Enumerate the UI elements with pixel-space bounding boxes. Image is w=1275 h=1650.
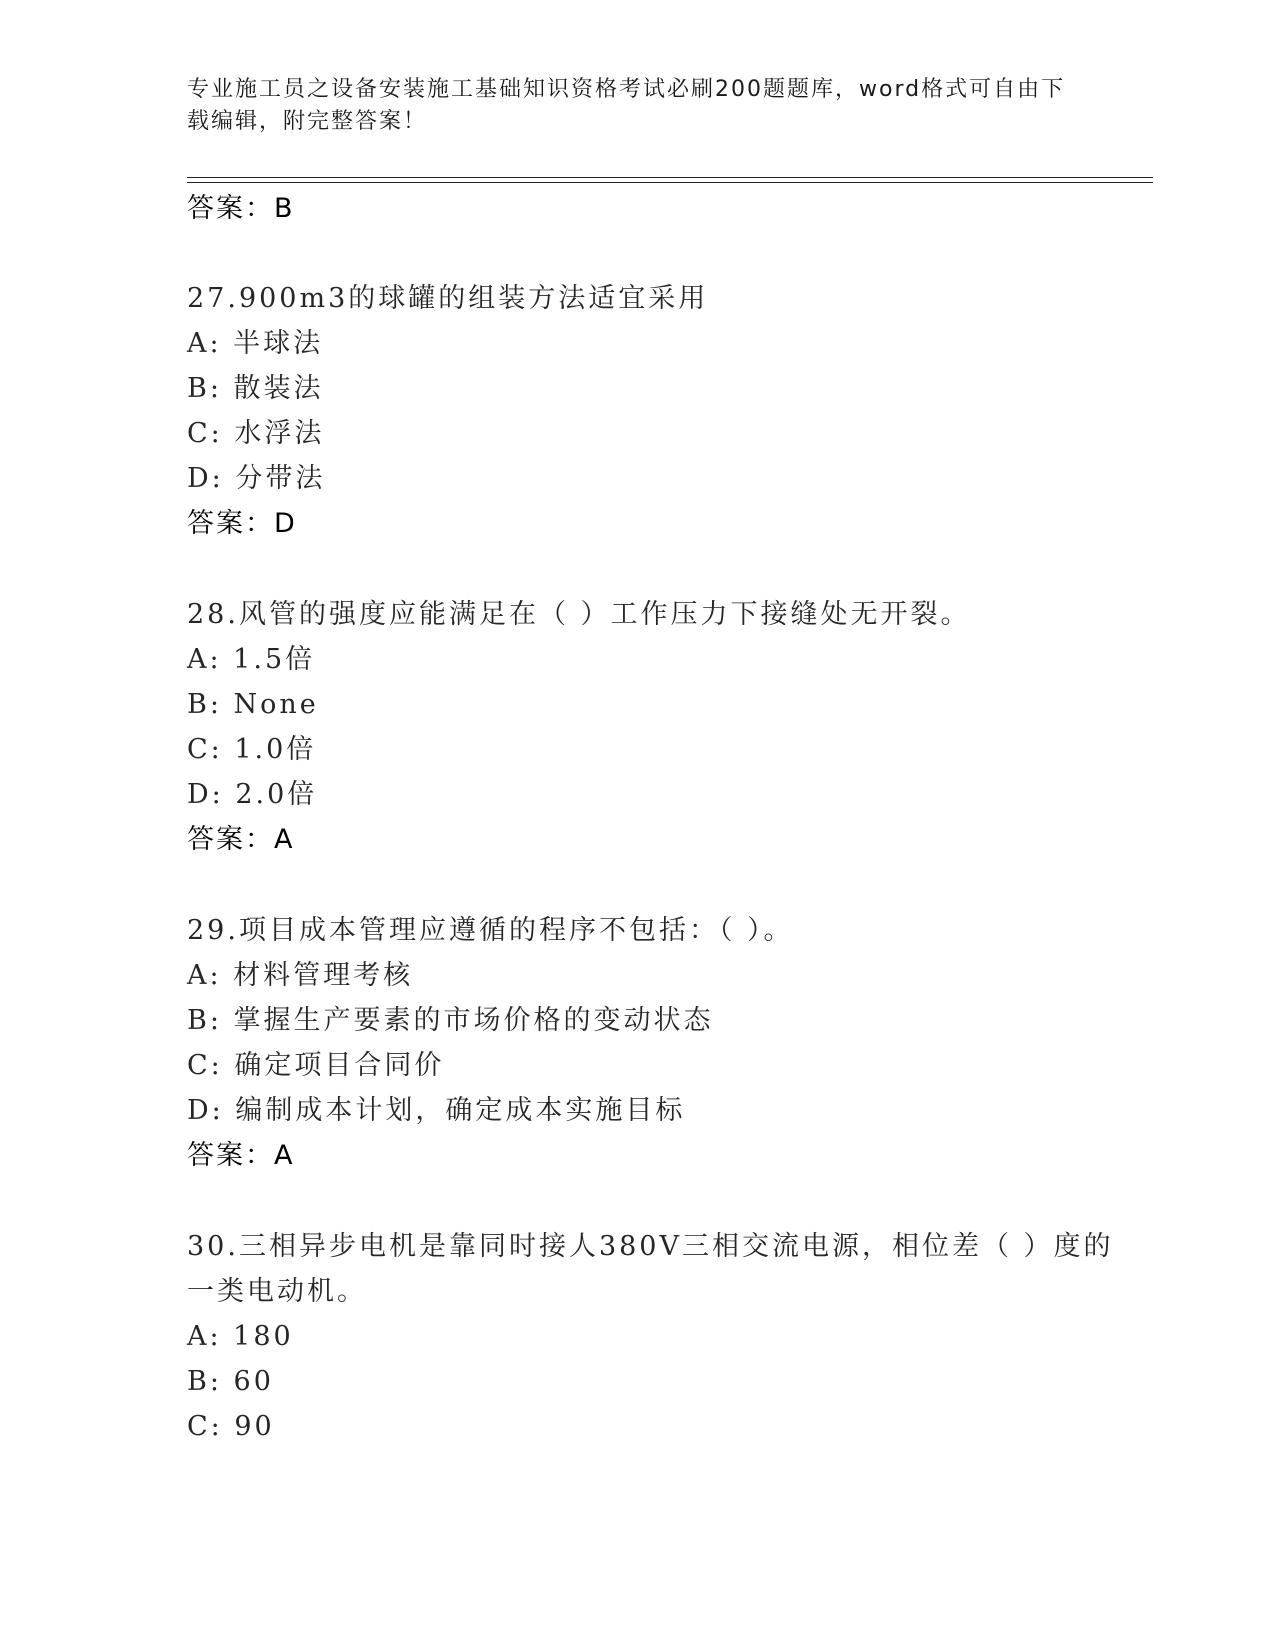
option-c: C: 90 <box>187 1411 275 1442</box>
option-a: A: 1.5倍 <box>187 644 316 675</box>
option-b: B: 掌握生产要素的市场价格的变动状态 <box>187 1005 714 1036</box>
option-a: A: 材料管理考核 <box>187 960 414 991</box>
question-stem: 27.900m3的球罐的组装方法适宜采用 <box>187 283 709 314</box>
answer-line: 答案：D <box>187 508 297 539</box>
answer-line: 答案：A <box>187 824 295 855</box>
option-a: A: 半球法 <box>187 328 324 359</box>
answer-line: 答案：A <box>187 1140 295 1171</box>
question-stem-line-2: 一类电动机。 <box>187 1276 367 1307</box>
option-c: C: 1.0倍 <box>187 734 317 765</box>
option-d: D: 2.0倍 <box>187 779 318 810</box>
header-rule-bottom <box>187 182 1153 183</box>
header-rule-top <box>187 177 1153 178</box>
question-stem-line-1: 30.三相异步电机是靠同时接人380V三相交流电源，相位差（ ）度的 <box>187 1231 1114 1262</box>
option-c: C: 水浮法 <box>187 418 325 449</box>
option-d: D: 分带法 <box>187 463 326 494</box>
page-header: 专业施工员之设备安装施工基础知识资格考试必刷200题题库，word格式可自由下载编辑，附完整答案！ <box>187 77 1066 134</box>
option-c: C: 确定项目合同价 <box>187 1050 445 1081</box>
question-stem: 28.风管的强度应能满足在（ ）工作压力下接缝处无开裂。 <box>187 599 971 630</box>
option-b: B: 60 <box>187 1366 274 1397</box>
option-a: A: 180 <box>187 1321 294 1352</box>
answer-line: 答案：B <box>187 193 295 224</box>
option-b: B: None <box>187 689 319 720</box>
option-d: D: 编制成本计划，确定成本实施目标 <box>187 1095 686 1126</box>
option-b: B: 散装法 <box>187 373 324 404</box>
question-stem: 29.项目成本管理应遵循的程序不包括：（ ）。 <box>187 915 794 946</box>
